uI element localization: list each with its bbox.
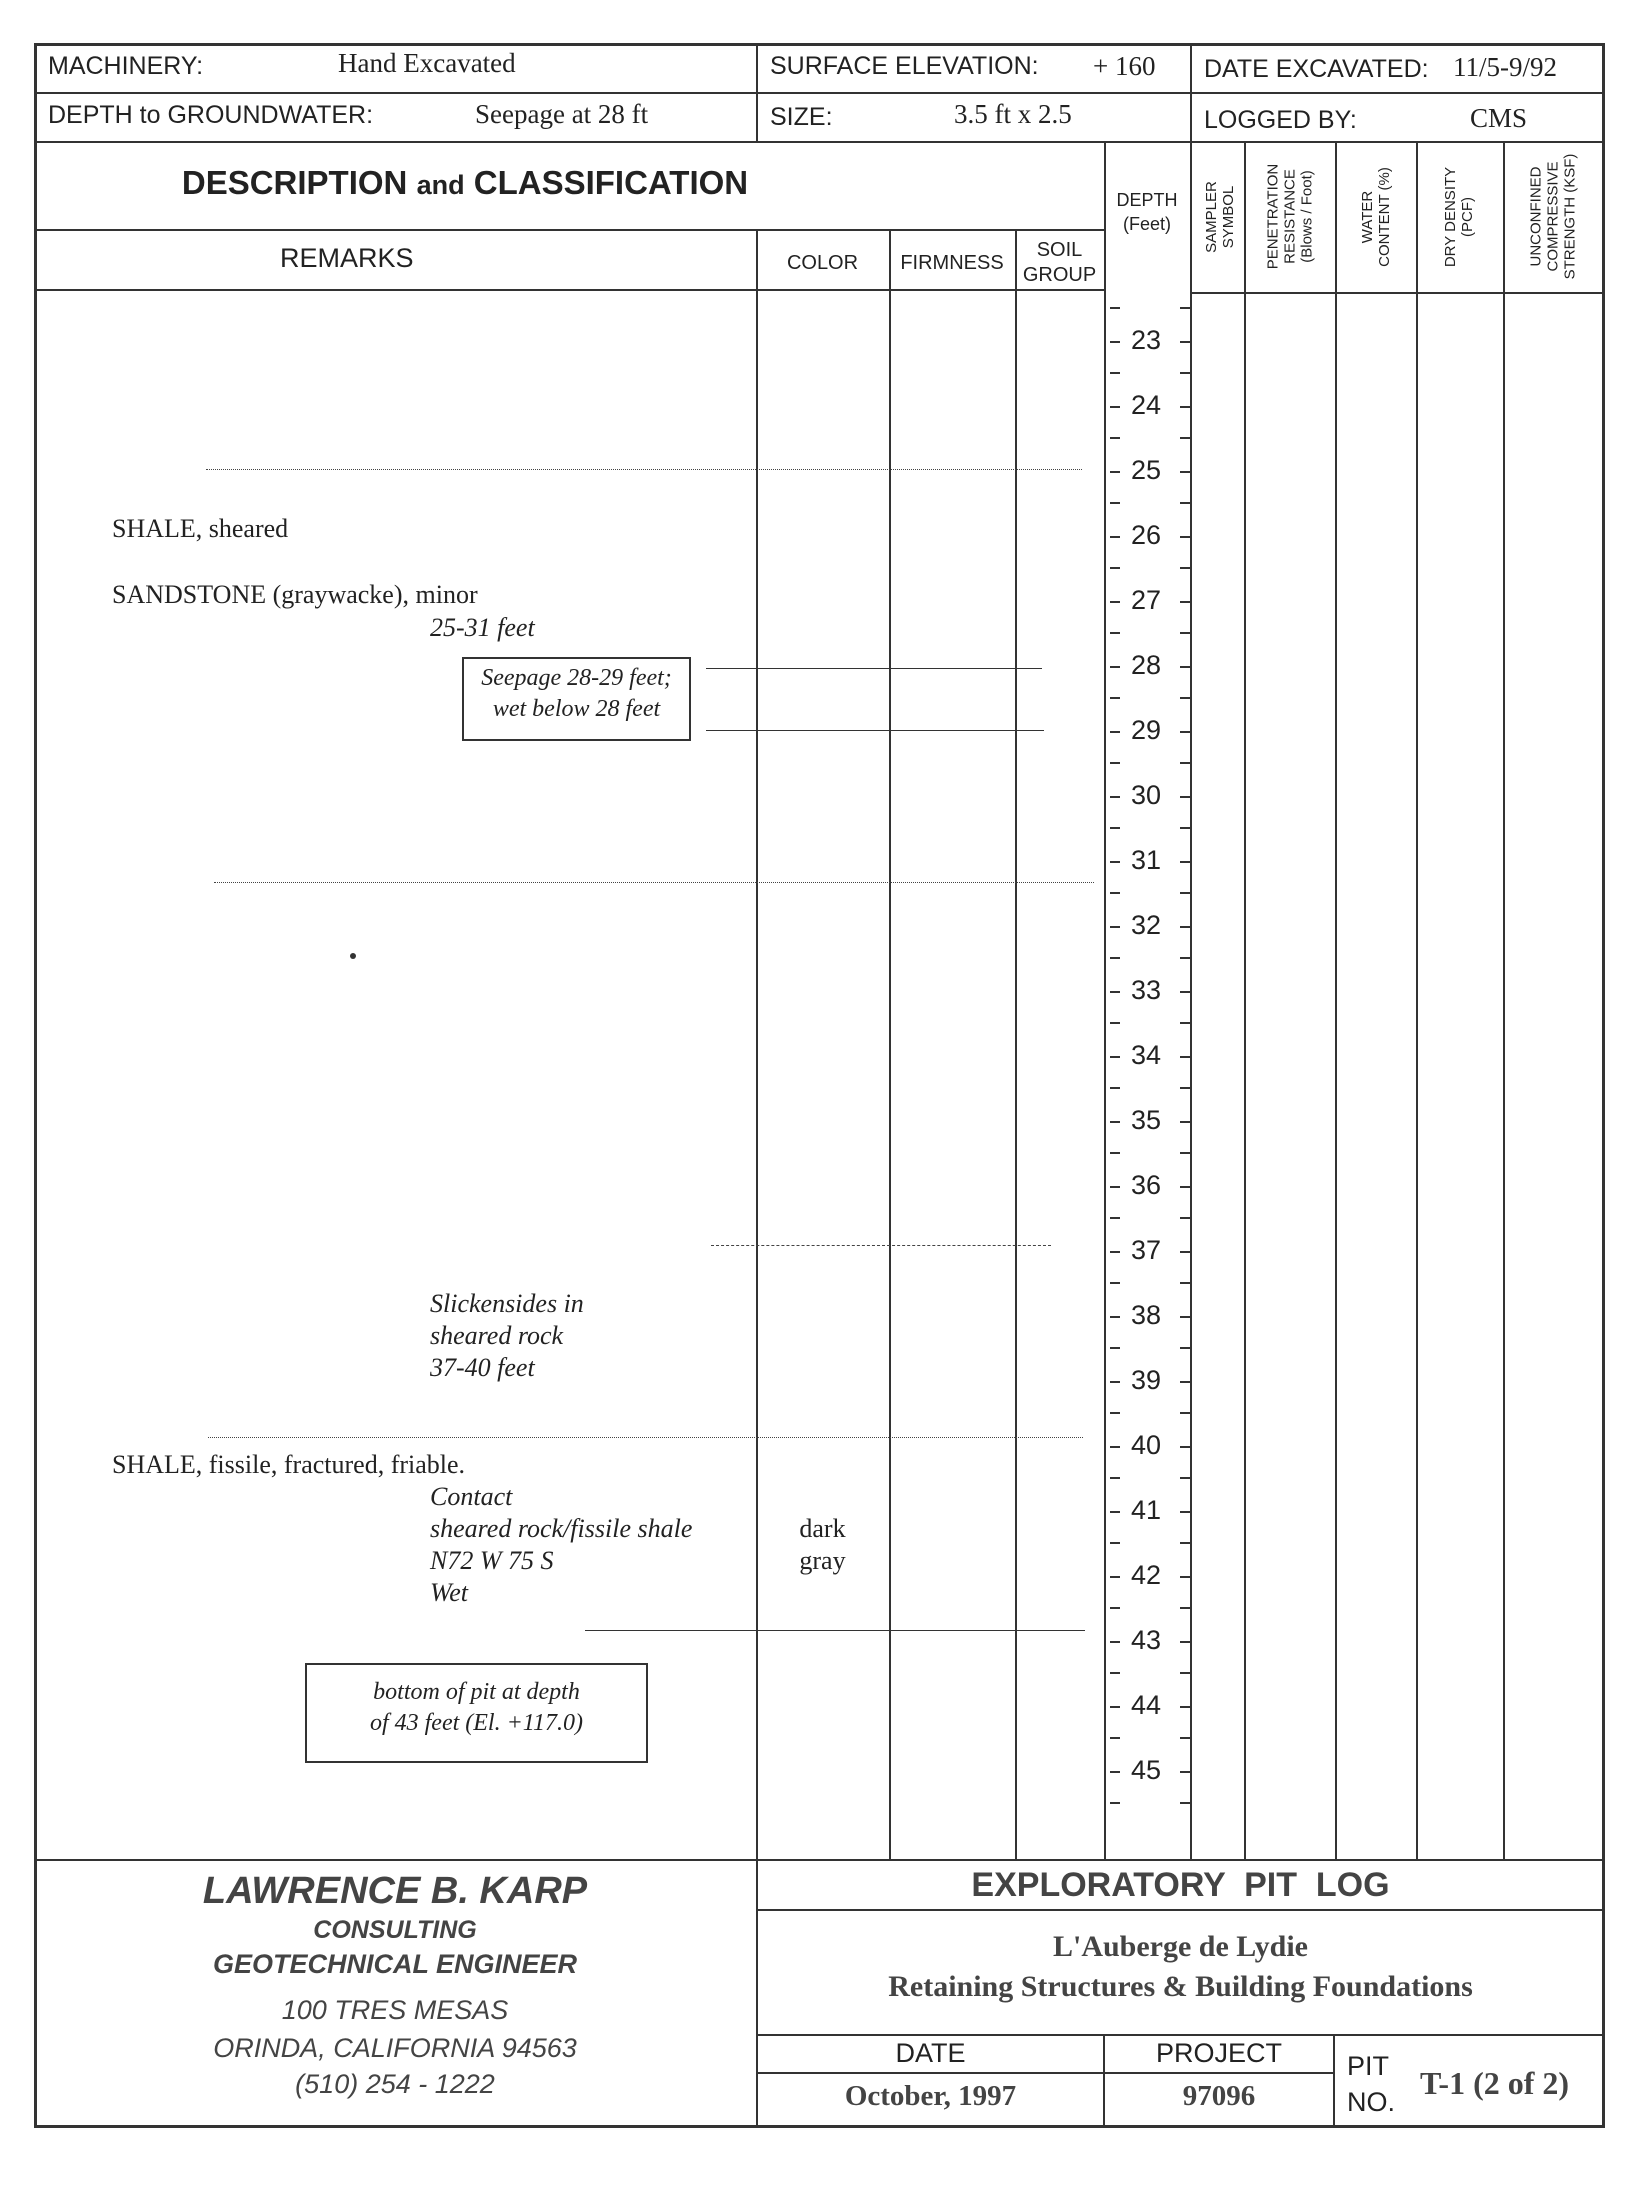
seepage-line-1: Seepage 28-29 feet; [481,665,672,691]
depth-tick [1180,372,1190,374]
depth-value: 35 [1130,1105,1162,1135]
depth-tick [1110,861,1120,863]
project-description: Retaining Structures & Building Foundations [888,1970,1473,2003]
depth-tick [1180,892,1190,894]
depth-tick [1180,1087,1190,1089]
company-address-1: 100 TRES MESAS [281,1995,509,2025]
pit-label-line-1: PIT [1347,2051,1390,2081]
depth-tick [1180,502,1190,504]
depth-tick [1180,1217,1190,1219]
description-title-word-1: DESCRIPTION [181,164,408,201]
footer-project-line [756,2034,1605,2036]
depth-tick [1180,762,1190,764]
depth-value: 28 [1130,650,1162,680]
depth-row [1104,1022,1188,1087]
depth-tick [1180,1381,1190,1383]
depth-value: 36 [1130,1170,1162,1200]
depth-tick [1110,406,1120,408]
footer-vsep-project [1333,2034,1335,2127]
col-line-color [889,229,891,1860]
slickensides-line-3: 37-40 feet [430,1353,535,1382]
dry-density-header [1442,142,1476,292]
depth-row [1104,1087,1188,1152]
divider-40ft [208,1437,1083,1438]
footer-top-line [34,1859,1605,1861]
soil-group-header-line-1: SOIL [1036,239,1083,261]
depth-tick [1110,372,1120,374]
groundwater-value: Seepage at 28 ft [475,99,649,129]
seepage-box [462,657,691,741]
shale-fissile: SHALE, fissile, fractured, friable. [112,1450,466,1479]
depth-tick [1180,1186,1190,1188]
logged-by-label: LOGGED BY: [1204,106,1357,134]
depth-tick [1180,471,1190,473]
header-row-line-1 [34,92,1605,94]
depth-tick [1110,1381,1120,1383]
project-label: PROJECT [1155,2038,1282,2068]
depth-tick [1180,601,1190,603]
date-value: October, 1997 [844,2080,1017,2112]
depth-tick [1110,437,1120,439]
penetration-header-line-3: (Blows / Foot) [1298,170,1316,263]
unconfined-header-line-3: STRENGTH (KSF) [1561,153,1579,280]
depth-tick [1180,1511,1190,1513]
color-line-1: dark [799,1514,846,1543]
depth-value: 34 [1130,1040,1162,1070]
seepage-line-28 [706,668,1042,669]
sandstone: SANDSTONE (graywacke), minor [112,580,478,609]
depth-value: 31 [1130,845,1162,875]
depth-tick [1180,341,1190,343]
depth-row [1104,697,1188,762]
col-line-water [1416,141,1418,1860]
depth-tick [1180,1347,1190,1349]
depth-row [1104,1737,1188,1802]
depth-header [1104,188,1190,236]
project-name: L'Auberge de Lydie [1052,1930,1308,1963]
date-excavated-value: 11/5-9/92 [1453,52,1557,82]
frame-bottom [34,2125,1605,2128]
divider-31ft [214,882,1094,883]
depth-tick [1110,1316,1120,1318]
shale-sheared: SHALE, sheared [112,514,289,543]
description-title-word-2: CLASSIFICATION [473,164,749,201]
desc-title-line [34,229,1106,231]
description-title-and: and [416,170,465,200]
depth-value: 39 [1130,1365,1162,1395]
depth-row [1104,372,1188,437]
depth-value: 40 [1130,1430,1162,1460]
depth-tick [1180,1022,1190,1024]
date-excavated-label: DATE EXCAVATED: [1204,55,1429,83]
depth-tick [1110,1542,1120,1544]
footer-date-line [756,2072,1333,2074]
divider-43ft [585,1630,1085,1631]
depth-value: 42 [1130,1560,1162,1590]
depth-tick [1110,1576,1120,1578]
water-header [1359,142,1393,292]
depth-tick [1110,1186,1120,1188]
date-label: DATE [895,2038,966,2068]
depth-value: 29 [1130,715,1162,745]
depth-tick [1110,1477,1120,1479]
color-dark-gray [756,1513,889,1577]
depth-tick [1110,307,1120,309]
depth-row [1104,1672,1188,1737]
depth-tick [1110,1446,1120,1448]
groundwater-label: DEPTH to GROUNDWATER: [48,101,374,129]
depth-tick [1110,762,1120,764]
depth-tick [1180,1056,1190,1058]
seepage-line-2: wet below 28 feet [492,696,661,722]
depth-tick [1110,1802,1120,1804]
depth-tick [1180,1672,1190,1674]
pit-label [1347,2048,1395,2120]
col-line-remarks [756,229,758,1860]
depth-tick [1110,601,1120,603]
depth-row [1104,1542,1188,1607]
divider-37ft [711,1245,1051,1246]
seepage-line-29 [706,730,1044,731]
stray-dot [350,953,356,959]
water-header-line-2: CONTENT (%) [1376,167,1393,267]
depth-value: 24 [1130,390,1162,420]
depth-tick [1110,1022,1120,1024]
depth-row [1104,1282,1188,1347]
depth-tick [1110,796,1120,798]
depth-tick [1180,1771,1190,1773]
depth-tick [1180,1121,1190,1123]
depth-tick [1180,1706,1190,1708]
contact-line-2: sheared rock/fissile shale [430,1514,693,1543]
depth-tick [1110,731,1120,733]
depth-tick [1180,926,1190,928]
bottom-of-pit-box [305,1663,648,1763]
depth-value: 27 [1130,585,1162,615]
soil-group-header-line-2: GROUP [1022,264,1097,286]
depth-tick [1110,1607,1120,1609]
color-line-2: gray [799,1546,846,1575]
contact-line-1: Contact [430,1482,513,1511]
machinery-label: MACHINERY: [48,52,204,80]
depth-value: 30 [1130,780,1162,810]
depth-tick [1180,1251,1190,1253]
depth-tick [1180,697,1190,699]
depth-tick [1180,827,1190,829]
depth-tick [1110,697,1120,699]
col-line-depth [1190,141,1192,1860]
depth-value: 45 [1130,1755,1162,1785]
depth-tick [1180,1316,1190,1318]
depth-tick [1180,536,1190,538]
dry-density-header-line-1: DRY DENSITY [1442,166,1459,268]
depth-tick [1110,991,1120,993]
depth-tick [1110,1217,1120,1219]
depth-tick [1180,437,1190,439]
depth-value: 32 [1130,910,1162,940]
depth-tick [1110,926,1120,928]
sampler-header-line-2: SYMBOL [1220,185,1237,249]
depth-tick [1110,666,1120,668]
pit-label-line-2: NO. [1347,2087,1396,2117]
company-address-2: ORINDA, CALIFORNIA 94563 [213,2033,577,2063]
depth-tick [1110,827,1120,829]
pit-number: T-1 (2 of 2) [1420,2065,1570,2101]
size-label: SIZE: [770,103,833,131]
depth-row [1104,892,1188,957]
depth-tick [1110,1412,1120,1414]
depth-row [1104,1152,1188,1217]
depth-tick [1110,1511,1120,1513]
depth-tick [1180,1737,1190,1739]
depth-value: 38 [1130,1300,1162,1330]
project-number: 97096 [1182,2080,1256,2112]
depth-tick [1110,1737,1120,1739]
depth-tick [1110,536,1120,538]
machinery-value: Hand Excavated [338,48,516,78]
depth-row [1104,957,1188,1022]
depth-tick [1180,1607,1190,1609]
depth-value: 41 [1130,1495,1162,1525]
surface-elevation-label: SURFACE ELEVATION: [770,52,1039,80]
frame-right [1602,43,1605,2128]
depth-row [1104,827,1188,892]
depth-row [1104,307,1188,372]
depth-tick [1110,1347,1120,1349]
depth-tick [1180,1641,1190,1643]
depth-tick [1110,1771,1120,1773]
header-vsep-2 [1190,43,1192,143]
depth-value: 25 [1130,455,1162,485]
depth-tick [1180,406,1190,408]
depth-row [1104,1477,1188,1542]
depth-tick [1110,1056,1120,1058]
depth-tick [1110,632,1120,634]
col-line-penetration [1335,141,1337,1860]
depth-row [1104,762,1188,827]
company-phone: (510) 254 - 1222 [295,2069,495,2099]
col-header-bottom [34,289,1106,291]
depth-tick [1110,1152,1120,1154]
depth-tick [1180,1282,1190,1284]
depth-tick [1180,991,1190,993]
unconfined-header-line-2: COMPRESSIVE [1544,161,1562,272]
slickensides [430,1288,584,1384]
unconfined-header [1528,142,1579,292]
depth-row [1104,567,1188,632]
frame-left [34,43,37,2128]
depth-tick [1110,341,1120,343]
depth-tick [1110,1672,1120,1674]
sampler-header [1203,142,1237,292]
contact-line-4: Wet [430,1578,469,1607]
depth-tick [1110,1282,1120,1284]
depth-tick [1180,796,1190,798]
sandstone-range: 25-31 feet [430,613,535,642]
contact-line-3: N72 W 75 S [430,1546,554,1575]
water-header-line-1: WATER [1359,190,1376,244]
header-vsep-1 [756,43,758,143]
remarks-header: REMARKS [280,243,414,273]
depth-tick [1110,1087,1120,1089]
depth-row [1104,502,1188,567]
surface-elevation-value: + 160 [1093,51,1156,81]
depth-tick [1180,861,1190,863]
depth-tick [1110,892,1120,894]
penetration-header [1265,142,1316,292]
depth-tick [1180,632,1190,634]
depth-row [1104,632,1188,697]
col-line-sampler [1244,141,1246,1860]
depth-tick [1110,1251,1120,1253]
penetration-header-line-1: PENETRATION [1264,163,1282,270]
footer-title-line [756,1909,1605,1911]
col-line-firmness [1015,229,1017,1860]
depth-value: 37 [1130,1235,1162,1265]
log-title: EXPLORATORY PIT LOG [971,1866,1390,1904]
bottom-line-1: bottom of pit at depth [373,1679,580,1705]
depth-value: 26 [1130,520,1162,550]
divider-25ft [206,469,1082,470]
depth-tick [1110,957,1120,959]
depth-tick [1180,1412,1190,1414]
depth-tick [1180,666,1190,668]
depth-tick [1180,957,1190,959]
depth-row [1104,1607,1188,1672]
depth-value: 33 [1130,975,1162,1005]
depth-tick [1180,1152,1190,1154]
bottom-line-2: of 43 feet (El. +117.0) [369,1710,584,1736]
contact-notes [430,1481,692,1609]
col-line-dry [1503,141,1505,1860]
depth-header-line-2: (Feet) [1122,214,1171,234]
depth-row [1104,1347,1188,1412]
size-value: 3.5 ft x 2.5 [954,99,1072,129]
unconfined-header-line-1: UNCONFINED [1527,166,1545,267]
company-name: LAWRENCE B. KARP [202,1870,588,1912]
sampler-header-line-1: SAMPLER [1203,181,1220,253]
depth-header-line-1: DEPTH [1116,190,1178,210]
depth-tick [1110,502,1120,504]
logged-by-value: CMS [1470,103,1528,133]
depth-tick [1180,731,1190,733]
depth-tick [1180,307,1190,309]
depth-value: 23 [1130,325,1162,355]
depth-tick [1180,1446,1190,1448]
depth-value: 44 [1130,1690,1162,1720]
dry-density-header-line-2: (PCF) [1459,197,1476,237]
description-title [104,164,826,202]
depth-tick [1110,567,1120,569]
company-consulting: CONSULTING [313,1916,477,1944]
depth-row [1104,437,1188,502]
color-header: COLOR [786,252,859,274]
depth-tick [1180,1477,1190,1479]
depth-tick [1180,567,1190,569]
depth-row [1104,1412,1188,1477]
col-header-bottom-right [1190,292,1603,294]
depth-tick [1180,1576,1190,1578]
depth-row [1104,1217,1188,1282]
soil-group-header [1015,238,1104,288]
slickensides-line-1: Slickensides in [430,1289,584,1318]
firmness-header: FIRMNESS [900,252,1004,274]
slickensides-line-2: sheared rock [430,1321,564,1350]
depth-tick [1180,1542,1190,1544]
depth-tick [1180,1802,1190,1804]
depth-tick [1110,1706,1120,1708]
frame-top [34,43,1605,46]
penetration-header-line-2: RESISTANCE [1281,169,1299,264]
company-engineer: GEOTECHNICAL ENGINEER [212,1949,578,1979]
depth-tick [1110,1641,1120,1643]
depth-tick [1110,471,1120,473]
depth-value: 43 [1130,1625,1162,1655]
depth-tick [1110,1121,1120,1123]
